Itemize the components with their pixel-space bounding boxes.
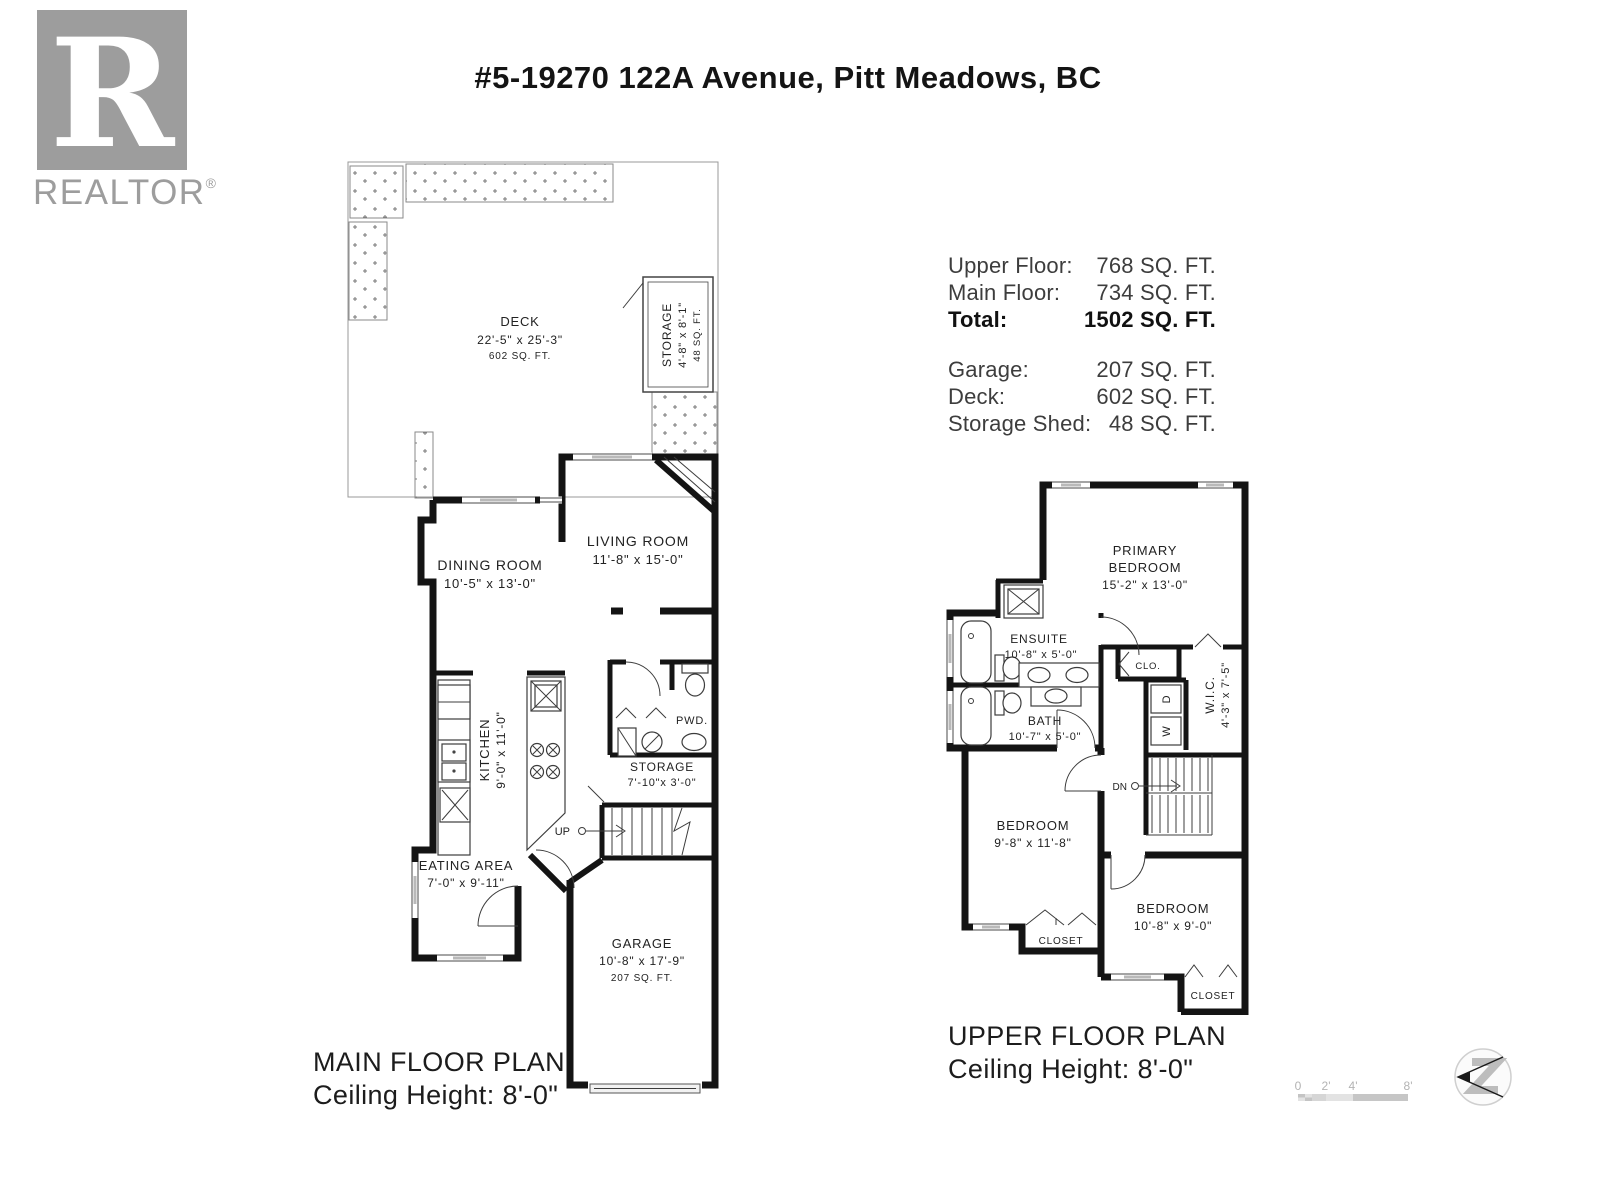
- summary-row: [948, 410, 1216, 437]
- sink-icon: [1045, 689, 1067, 703]
- window: [973, 923, 1009, 932]
- laundry: [1151, 685, 1181, 745]
- page-title: #5-19270 122A Avenue, Pitt Meadows, BC: [474, 60, 1102, 95]
- entry-angled-wall: [570, 860, 602, 882]
- wic-label: W.I.C.: [1203, 676, 1217, 714]
- shelf-icon: [618, 728, 636, 756]
- door-arc: [1065, 755, 1101, 791]
- bath-label: BATH: [1027, 714, 1063, 728]
- summary-row: [948, 356, 1216, 383]
- ensuite-dims: 10'-8" x 5'-0": [1004, 649, 1078, 661]
- planter-box: [350, 166, 403, 218]
- summary-label: Garage:: [948, 357, 1029, 382]
- summary-label: Total:: [948, 307, 1008, 332]
- dining-dims: 10'-5" x 13'-0": [444, 576, 536, 591]
- summary-label: Main Floor:: [948, 280, 1061, 305]
- summary-value: 1502 SQ. FT.: [1083, 307, 1216, 332]
- upper-floor-ceiling: Ceiling Height: 8'-0": [948, 1054, 1194, 1084]
- powder-room-fixtures: [616, 664, 708, 756]
- main-floor-title: [313, 1046, 565, 1112]
- living-label: LIVING ROOM: [586, 533, 690, 549]
- planter-box: [349, 222, 387, 320]
- bathtub-icon: [961, 621, 991, 683]
- summary-value: 602 SQ. FT.: [1096, 384, 1216, 409]
- window: [462, 496, 535, 505]
- upper-floor-title: [948, 1020, 1226, 1086]
- primary-dims: 15'-2" x 13'-0": [1102, 578, 1188, 592]
- window: [1111, 973, 1164, 982]
- bifold-door-icon: [1026, 910, 1064, 925]
- shower-icon: [1004, 585, 1043, 618]
- upper-floor-title-line: UPPER FLOOR PLAN: [948, 1021, 1226, 1051]
- summary-row: [948, 383, 1216, 410]
- main-floor-plan: [330, 150, 750, 1110]
- sink-icon: [1028, 668, 1050, 683]
- shed-label: STORAGE: [660, 302, 674, 368]
- scale-tick: 8': [1403, 1079, 1413, 1093]
- bathtub-icon: [961, 687, 991, 745]
- planter-box: [406, 164, 613, 202]
- summary-value: 207 SQ. FT.: [1096, 357, 1216, 382]
- fridge-icon: [438, 685, 470, 719]
- closet3-label: CLOSET: [1190, 991, 1236, 1002]
- stairs-up: [555, 808, 690, 855]
- window: [946, 620, 955, 677]
- summary-row: [948, 279, 1216, 306]
- summary-label: Deck:: [948, 384, 1006, 409]
- bedroom2-label: BEDROOM: [996, 818, 1070, 833]
- door-arc: [1111, 855, 1145, 889]
- closet2-label: CLOSET: [1038, 936, 1084, 947]
- window: [946, 691, 955, 743]
- patio-door: [540, 497, 562, 504]
- shed-area: 48 SQ. FT.: [692, 308, 703, 362]
- bedroom2-dims: 9'-8" x 11'-8": [994, 836, 1072, 850]
- summary-value: 48 SQ. FT.: [1108, 411, 1216, 436]
- deck-label: DECK: [500, 314, 540, 329]
- island-sink-icon: [531, 681, 561, 711]
- main-floor-title-line: MAIN FLOOR PLAN: [313, 1047, 566, 1077]
- upper-floor-plan: [905, 455, 1265, 1015]
- storage-door: [588, 786, 604, 802]
- storage-label: STORAGE: [629, 760, 695, 774]
- garage-label: GARAGE: [611, 936, 673, 951]
- toilet-icon: [995, 691, 1021, 715]
- garage-door: [588, 1079, 702, 1093]
- scale-tick: 2': [1321, 1079, 1331, 1093]
- vanity: [1031, 687, 1081, 706]
- eating-label: EATING AREA: [418, 858, 514, 873]
- bedroom3-label: BEDROOM: [1136, 901, 1210, 916]
- summary-value: 734 SQ. FT.: [1096, 280, 1216, 305]
- wic-dims: 4'-3" x 7'-5": [1220, 662, 1232, 728]
- scale-tick: 0: [1294, 1079, 1302, 1093]
- deck-area: 602 SQ. FT.: [488, 351, 552, 362]
- summary-label: Upper Floor:: [948, 253, 1073, 278]
- compass-icon: [1450, 1044, 1516, 1110]
- dryer-label: D: [1161, 694, 1173, 704]
- summary-label: Storage Shed:: [948, 411, 1092, 436]
- dining-label: DINING ROOM: [437, 557, 543, 573]
- kitchen-sink-icon: [438, 740, 470, 782]
- bath-dims: 10'-7" x 5'-0": [1008, 731, 1082, 743]
- washer-label: W: [1161, 725, 1173, 737]
- door-arc: [478, 886, 518, 926]
- realtor-logo: [25, 6, 235, 216]
- shed-dims: 4'-8" x 8'-1": [677, 302, 689, 368]
- summary-value: 768 SQ. FT.: [1096, 253, 1216, 278]
- dn-label: DN: [1112, 782, 1127, 793]
- water-heater-icon: [642, 732, 662, 752]
- ensuite-label: ENSUITE: [1010, 632, 1068, 646]
- main-floor-ceiling: Ceiling Height: 8'-0": [313, 1080, 559, 1110]
- double-vanity: [1019, 663, 1099, 687]
- planter-box: [652, 392, 717, 456]
- door-arc: [626, 662, 660, 696]
- clo-label: CLO.: [1135, 661, 1161, 672]
- toilet-icon: [682, 664, 708, 696]
- living-dims: 11'-8" x 15'-0": [592, 552, 684, 567]
- primary-label-1: PRIMARY: [1112, 543, 1178, 558]
- pwd-label: PWD.: [676, 715, 708, 727]
- area-summary: [948, 252, 1216, 437]
- eating-dims: 7'-0" x 9'-11": [427, 876, 505, 890]
- bedroom3-dims: 10'-8" x 9'-0": [1133, 919, 1213, 933]
- deck-dims: 22'-5" x 25'-3": [477, 333, 563, 347]
- sink-icon: [1066, 668, 1088, 683]
- garage-area: 207 SQ. FT.: [610, 973, 674, 984]
- up-label: UP: [554, 826, 570, 838]
- kitchen-dims: 9'-0" x 11'-0": [494, 711, 508, 789]
- stair-break: [674, 808, 690, 855]
- window: [573, 453, 652, 462]
- storage-dims: 7'-10"x 3'-0": [627, 777, 697, 789]
- planter-box: [415, 432, 433, 498]
- garage-dims: 10'-8" x 17'-9": [599, 954, 685, 968]
- bifold-door-icon: [646, 708, 666, 718]
- scale-tick: 4': [1348, 1079, 1358, 1093]
- window: [437, 954, 503, 963]
- sink-icon: [682, 734, 706, 751]
- window: [1052, 481, 1090, 490]
- bifold-door-icon: [1219, 965, 1237, 977]
- realtor-logo-wordmark: REALTOR®: [33, 173, 218, 212]
- window: [1198, 481, 1233, 490]
- bifold-door-icon: [1185, 965, 1203, 977]
- kitchen-label: KITCHEN: [477, 718, 492, 782]
- bifold-door-icon: [1068, 913, 1096, 925]
- wic-door-icon: [1195, 634, 1221, 647]
- primary-label-2: BEDROOM: [1108, 560, 1182, 575]
- realtor-logo-letter: R: [49, 6, 175, 182]
- bifold-door-icon: [616, 708, 636, 718]
- summary-row: [948, 252, 1216, 279]
- dishwasher-icon: [440, 788, 470, 822]
- summary-row-total: [948, 306, 1216, 333]
- stairs-down: [1113, 755, 1212, 835]
